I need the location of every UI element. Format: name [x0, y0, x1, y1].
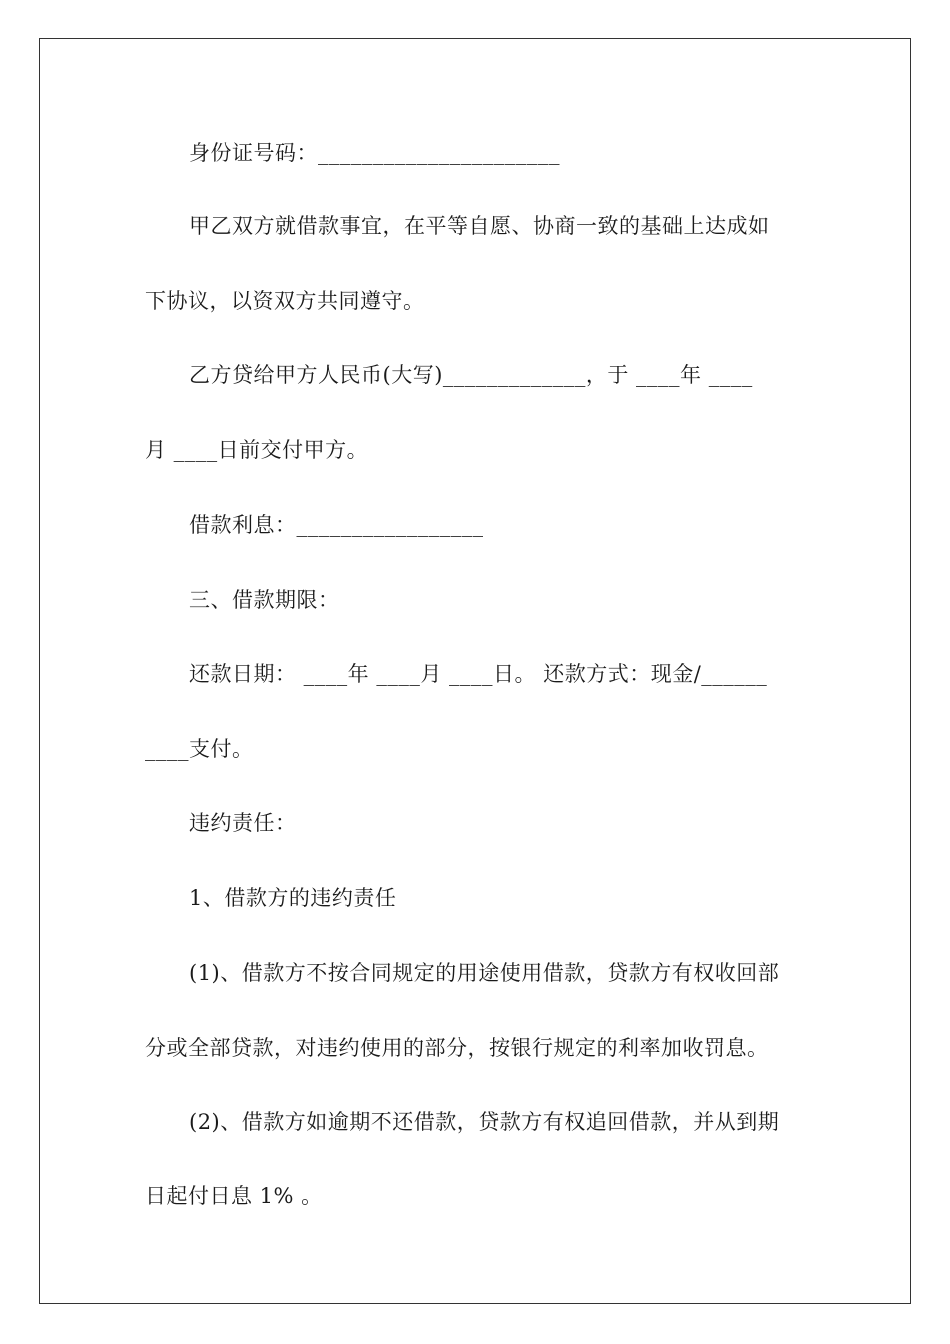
loan-amount-line-2: 月 ____日前交付甲方。: [145, 438, 369, 462]
loan-interest-line: 借款利息：_________________: [189, 513, 484, 537]
section-heading-loan-term: 三、借款期限：: [189, 588, 340, 612]
agreement-intro-line-1: 甲乙双方就借款事宜，在平等自愿、协商一致的基础上达成如: [189, 214, 770, 238]
loan-amount-line-1: 乙方贷给甲方人民币(大写)_____________，于 ____年 ____: [189, 363, 753, 387]
clause-2-line-2: 日起付日息 1% 。: [145, 1184, 323, 1208]
clause-2-line-1: (2)、借款方如逾期不还借款，贷款方有权追回借款，并从到期: [189, 1110, 780, 1134]
borrower-breach-heading: 1、借款方的违约责任: [189, 886, 397, 910]
clause-1-line-2: 分或全部贷款，对违约使用的部分，按银行规定的利率加收罚息。: [145, 1036, 769, 1060]
repayment-date-line-2: ____支付。: [145, 737, 254, 761]
agreement-intro-line-2: 下协议，以资双方共同遵守。: [145, 289, 425, 313]
clause-1-line-1: (1)、借款方不按合同规定的用途使用借款，贷款方有权收回部: [189, 961, 780, 985]
id-number-line: 身份证号码：______________________: [189, 141, 560, 165]
breach-heading: 违约责任：: [189, 811, 297, 835]
repayment-date-line-1: 还款日期： ____年 ____月 ____日。 还款方式：现金/______: [189, 662, 768, 686]
